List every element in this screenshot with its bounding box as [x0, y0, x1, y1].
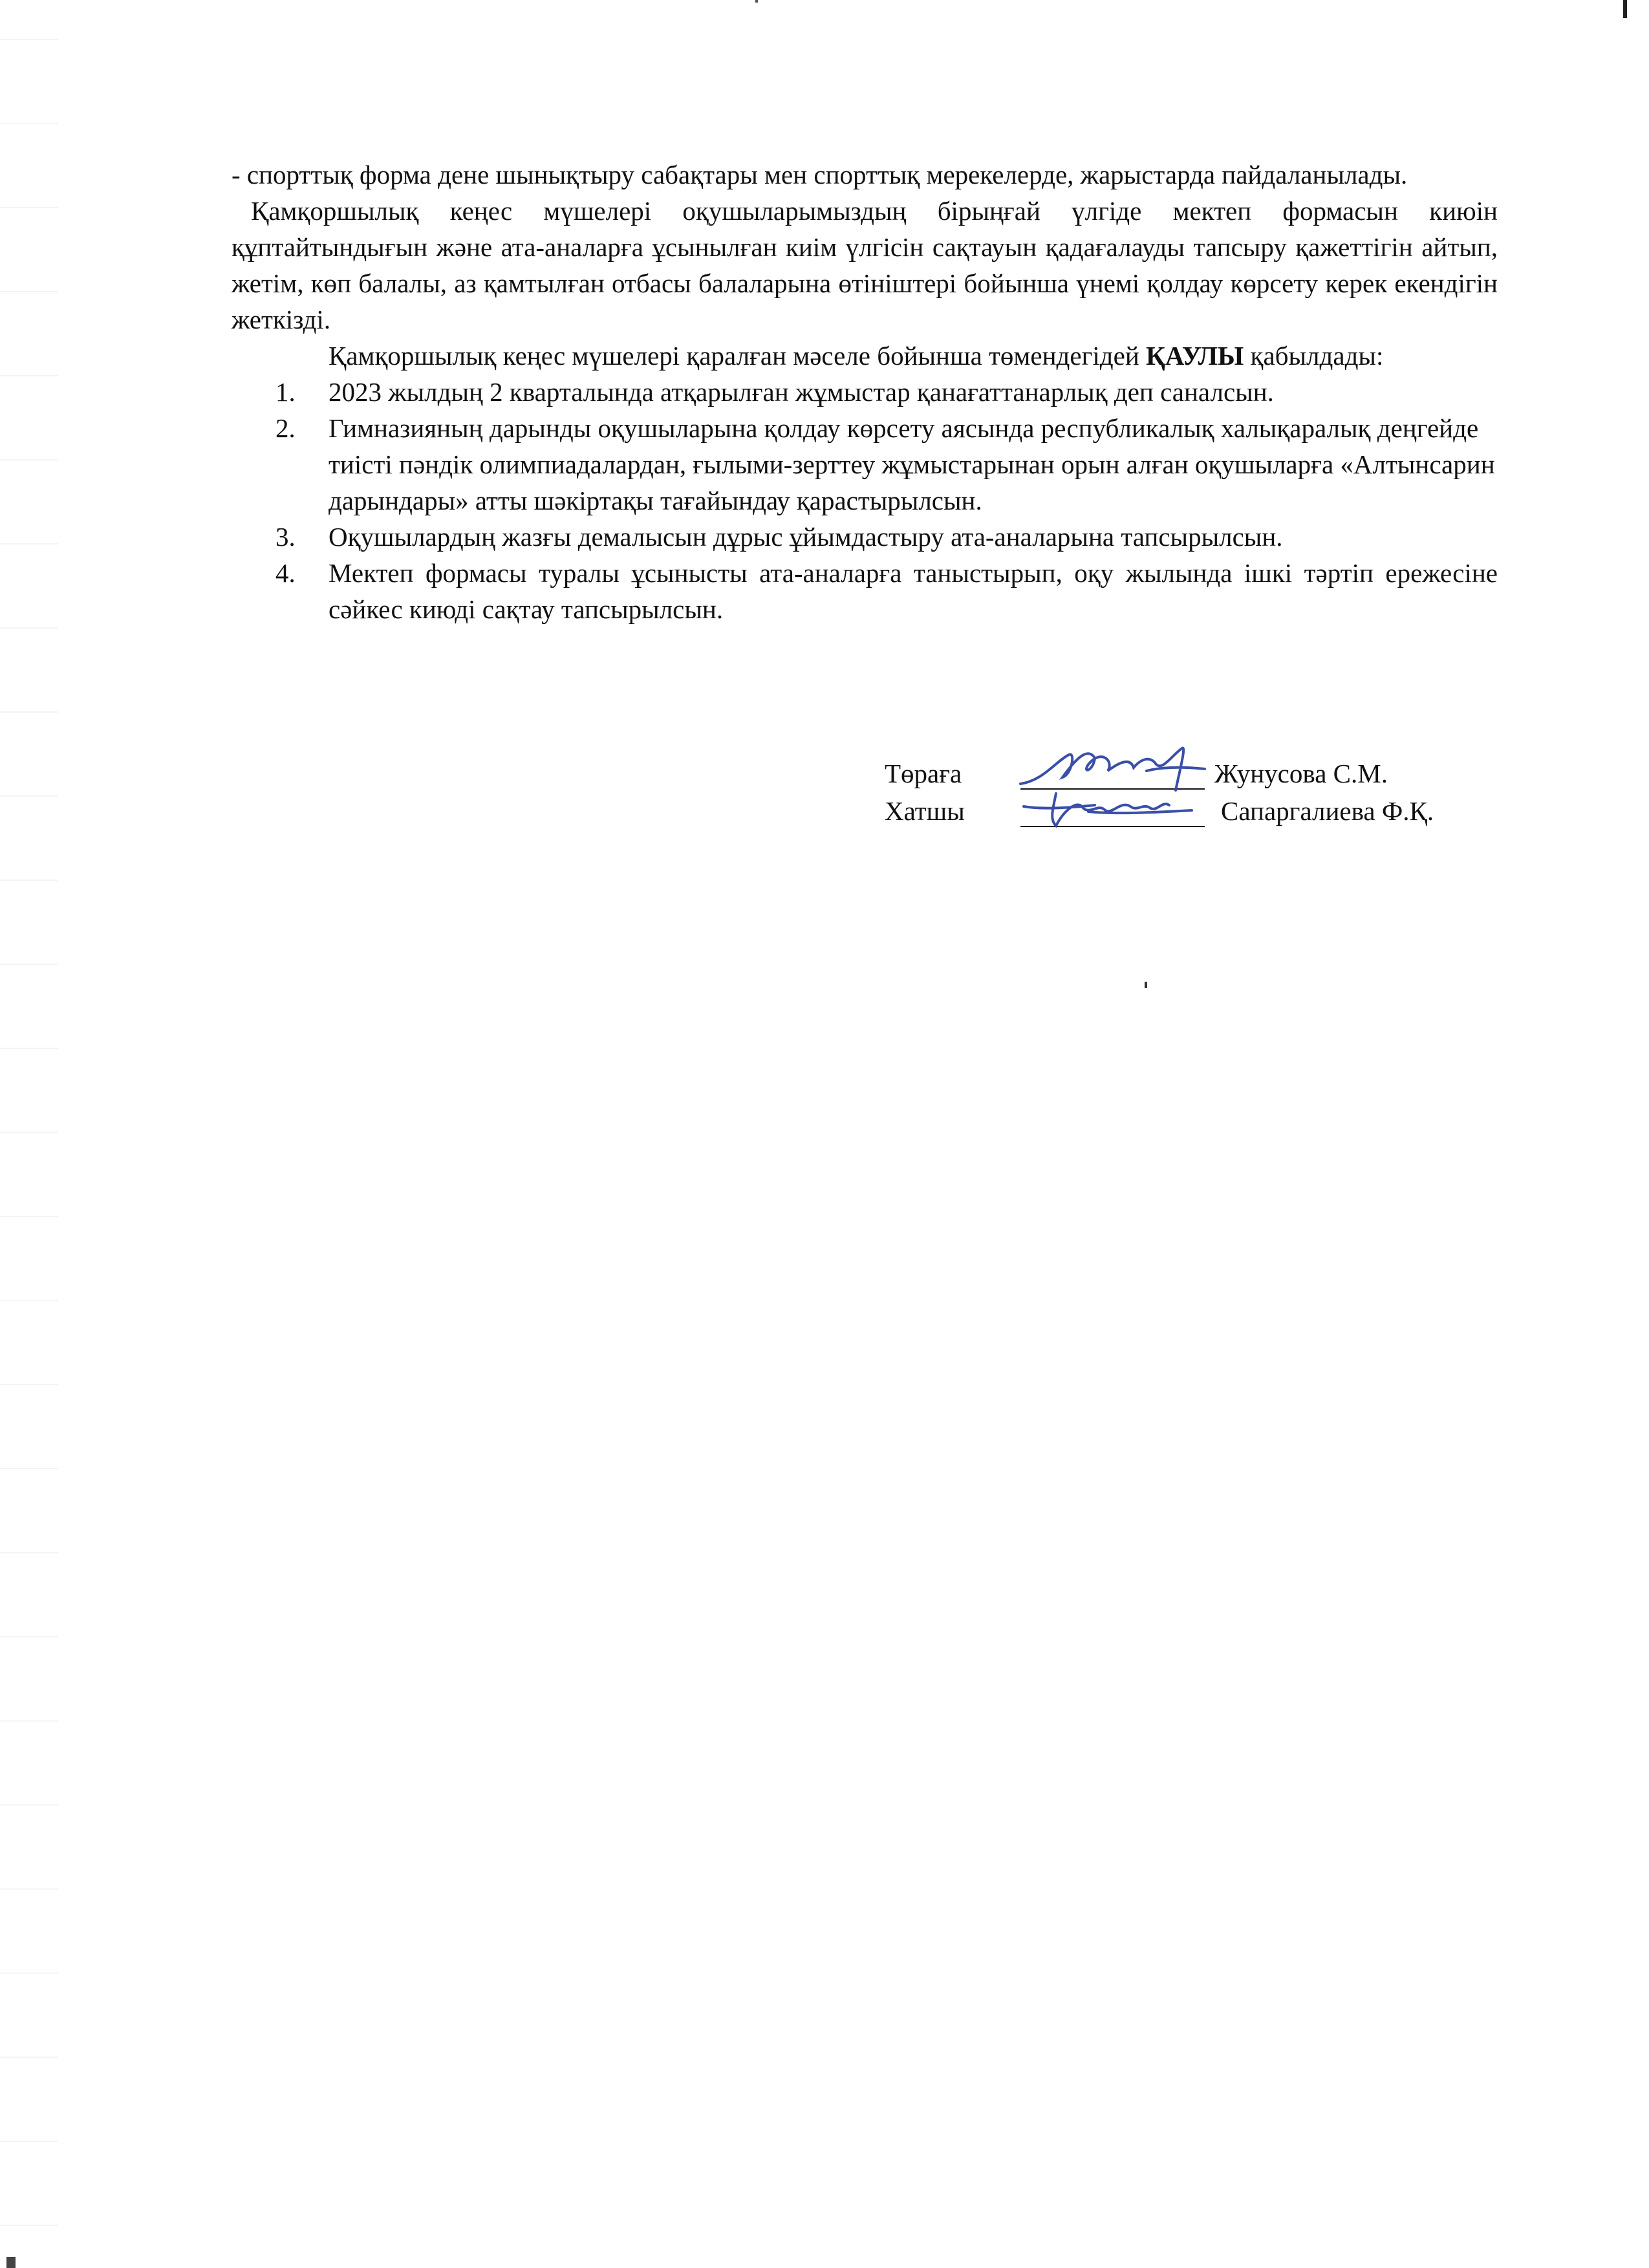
secretary-role-label: Хатшы	[885, 796, 965, 826]
list-item	[232, 519, 1498, 555]
paragraph-sport-uniform: - спорттық форма дене шынықтыру сабақтары мен спорттық мерекелерде, жарыстарда пайдаланылады.	[232, 160, 1408, 189]
decision-list	[232, 374, 1498, 627]
resolution-intro-text: Қамқоршылық кеңес мүшелері қаралған мәселе бойынша төмендегідей	[329, 341, 1139, 371]
list-item-text: Оқушылардың жазғы демалысын дұрыс ұйымдастыру ата-аналарына тапсырылсын.	[329, 522, 1283, 552]
scan-corner-mark	[1623, 0, 1627, 18]
list-item-number: 3.	[275, 522, 296, 552]
list-item-number: 1.	[275, 377, 296, 407]
list-item-number: 2.	[275, 413, 296, 443]
signature-block	[885, 755, 1499, 830]
chair-name: Жунусова С.М.	[1214, 759, 1388, 788]
list-item	[232, 410, 1498, 519]
list-item-text: Гимназияның дарынды оқушыларына қолдау көрсету аясында республикалық халықаралық деңгейде тиісті пәндік олимпиадалардан, ғылыми-зерттеу жұмыстарынан орын алған оқушыларға «Алтынсарин дарындары» атты шәкіртақы тағайындау қарастырылсын.	[329, 413, 1495, 515]
paragraph-resolution-intro	[232, 338, 1498, 374]
scan-corner-mark	[6, 2257, 16, 2268]
signature-row-secretary	[885, 792, 1499, 830]
chair-role-label: Төраға	[885, 759, 962, 788]
resolution-heading: ҚАУЛЫ	[1146, 341, 1244, 371]
scan-speck	[1145, 982, 1147, 988]
list-item	[232, 555, 1498, 627]
scan-speck	[755, 0, 758, 3]
document-body	[232, 157, 1498, 627]
secretary-signature-icon	[1017, 781, 1211, 832]
list-item-text: Мектеп формасы туралы ұсынысты ата-аналарға таныстырып, оқу жылында ішкі тәртіп ережесіне сәйкес киюді сақтау тапсырылсын.	[329, 558, 1498, 624]
list-item-text: 2023 жылдың 2 кварталында атқарылған жұмыстар қанағаттанарлық деп саналсын.	[329, 377, 1274, 407]
resolution-intro-end: қабылдады:	[1250, 341, 1384, 371]
paragraph-council-opinion: Қамқоршылық кеңес мүшелері оқушыларымыздың бірыңғай үлгіде мектеп формасын киюін құптайтындығын және ата-аналарға ұсынылған киім үлгісін сақтауын қадағалауды тапсыру қажеттігін айтып, жетім, көп балалы, аз қамтылған отбасы балаларына өтініштері бойынша үнемі қолдау көрсету керек екендігін жеткізді.	[232, 196, 1498, 334]
list-item	[232, 374, 1498, 410]
secretary-name: Сапаргалиева Ф.Қ.	[1221, 796, 1434, 826]
scan-edge-artifact	[0, 0, 58, 2268]
list-item-number: 4.	[275, 558, 296, 588]
